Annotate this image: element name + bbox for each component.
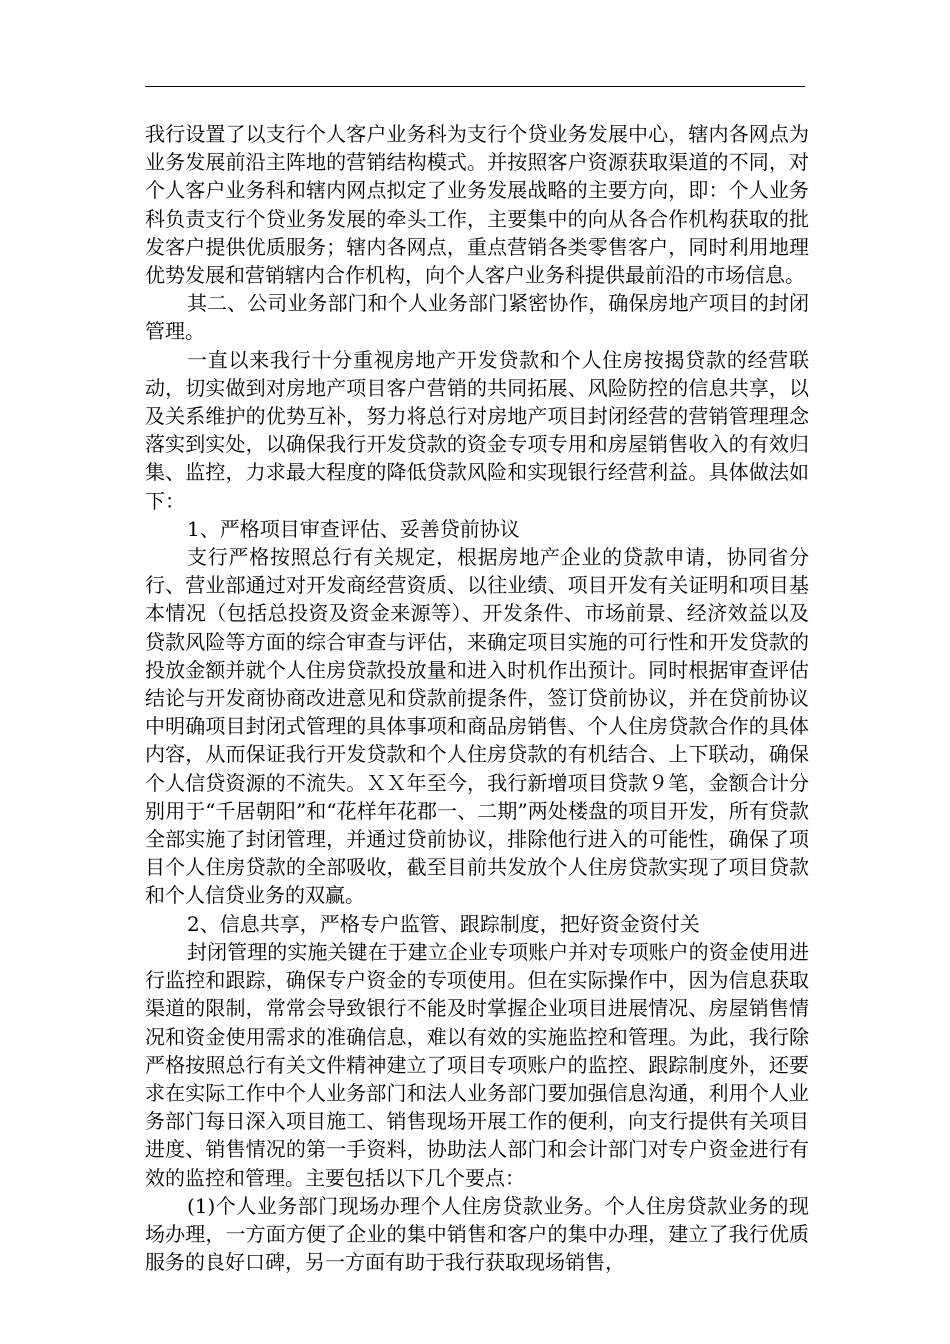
header-rule (145, 86, 805, 87)
paragraph-6: (1)个人业务部门现场办理个人住房贷款业务。个人住房贷款业务的现场办理，一方面方便了企业的集中销售和客户的集中办理，建立了我行优质服务的良好口碑，另一方面有助于我行获取现场销售， (145, 1193, 809, 1275)
paragraph-5: 封闭管理的实施关键在于建立企业专项账户并对专项账户的资金使用进行监控和跟踪，确保专户资金的专项使用。但在实际操作中，因为信息获取渠道的限制，常常会导致银行不能及时掌握企业项目进展情况、房屋销售情况和资金使用需求的准确信息，难以有效的实施监控和管理。为此，我行除严格按照总行有关文件精神建立了项目专项账户的监控、跟踪制度外，还要求在实际工作中个人业务部门和法人业务部门要加强信息沟通，利用个人业务部门每日深入项目施工、销售现场开展工作的便利，向支行提供有关项目进度、销售情况的第一手资料，协助法人部门和会计部门对专户资金进行有效的监控和管理。主要包括以下几个要点： (145, 939, 809, 1190)
paragraph-4: 支行严格按照总行有关规定，根据房地产企业的贷款申请，协同省分行、营业部通过对开发商经营资质、以往业绩、项目开发有关证明和项目基本情况（包括总投资及资金来源等）、开发条件、市场前景、经济效益以及贷款风险等方面的综合审查与评估，来确定项目实施的可行性和开发贷款的投放金额并就个人住房贷款投放量和进入时机作出预计。同时根据审查评估结论与开发商协商改进意见和贷款前提条件，签订贷前协议，并在贷前协议中明确项目封闭式管理的具体事项和商品房销售、个人住房贷款合作的具体内容，从而保证我行开发贷款和个人住房贷款的有机结合、上下联动，确保个人信贷资源的不流失。ＸＸ年至今，我行新增项目贷款９笔，金额合计分别用于“千居朝阳”和“花样年花郡一、二期”两处楼盘的项目开发，所有贷款全部实施了封闭管理，并通过贷前协议，排除他行进入的可能性，确保了项目个人住房贷款的全部吸收，截至目前共发放个人住房贷款实现了项目贷款和个人信贷业务的双赢。 (145, 545, 809, 908)
paragraph-2: 其二、公司业务部门和个人业务部门紧密协作，确保房地产项目的封闭管理。 (145, 291, 809, 344)
section-heading-1: 1、严格项目审查评估、妥善贷前协议 (187, 516, 520, 541)
document-body (145, 120, 809, 1276)
paragraph-1: 我行设置了以支行个人客户业务科为支行个贷业务发展中心，辖内各网点为业务发展前沿主阵地的营销结构模式。并按照客户资源获取渠道的不同，对个人客户业务科和辖内网点拟定了业务发展战略的主要方向，即：个人业务科负责支行个贷业务发展的牵头工作，主要集中的向从各合作机构获取的批发客户提供优质服务；辖内各网点，重点营销各类零售客户，同时利用地理优势发展和营销辖内合作机构，向个人客户业务科提供最前沿的市场信息。 (145, 122, 809, 288)
paragraph-3: 一直以来我行十分重视房地产开发贷款和个人住房按揭贷款的经营联动，切实做到对房地产项目客户营销的共同拓展、风险防控的信息共享，以及关系维护的优势互补，努力将总行对房地产项目封闭经营的营销管理理念落实到实处，以确保我行开发贷款的资金专项专用和房屋销售收入的有效归集、监控，力求最大程度的降低贷款风险和实现银行经营利益。具体做法如下： (145, 347, 809, 513)
section-heading-2: 2、信息共享，严格专户监管、跟踪制度，把好资金资付关 (187, 911, 700, 936)
